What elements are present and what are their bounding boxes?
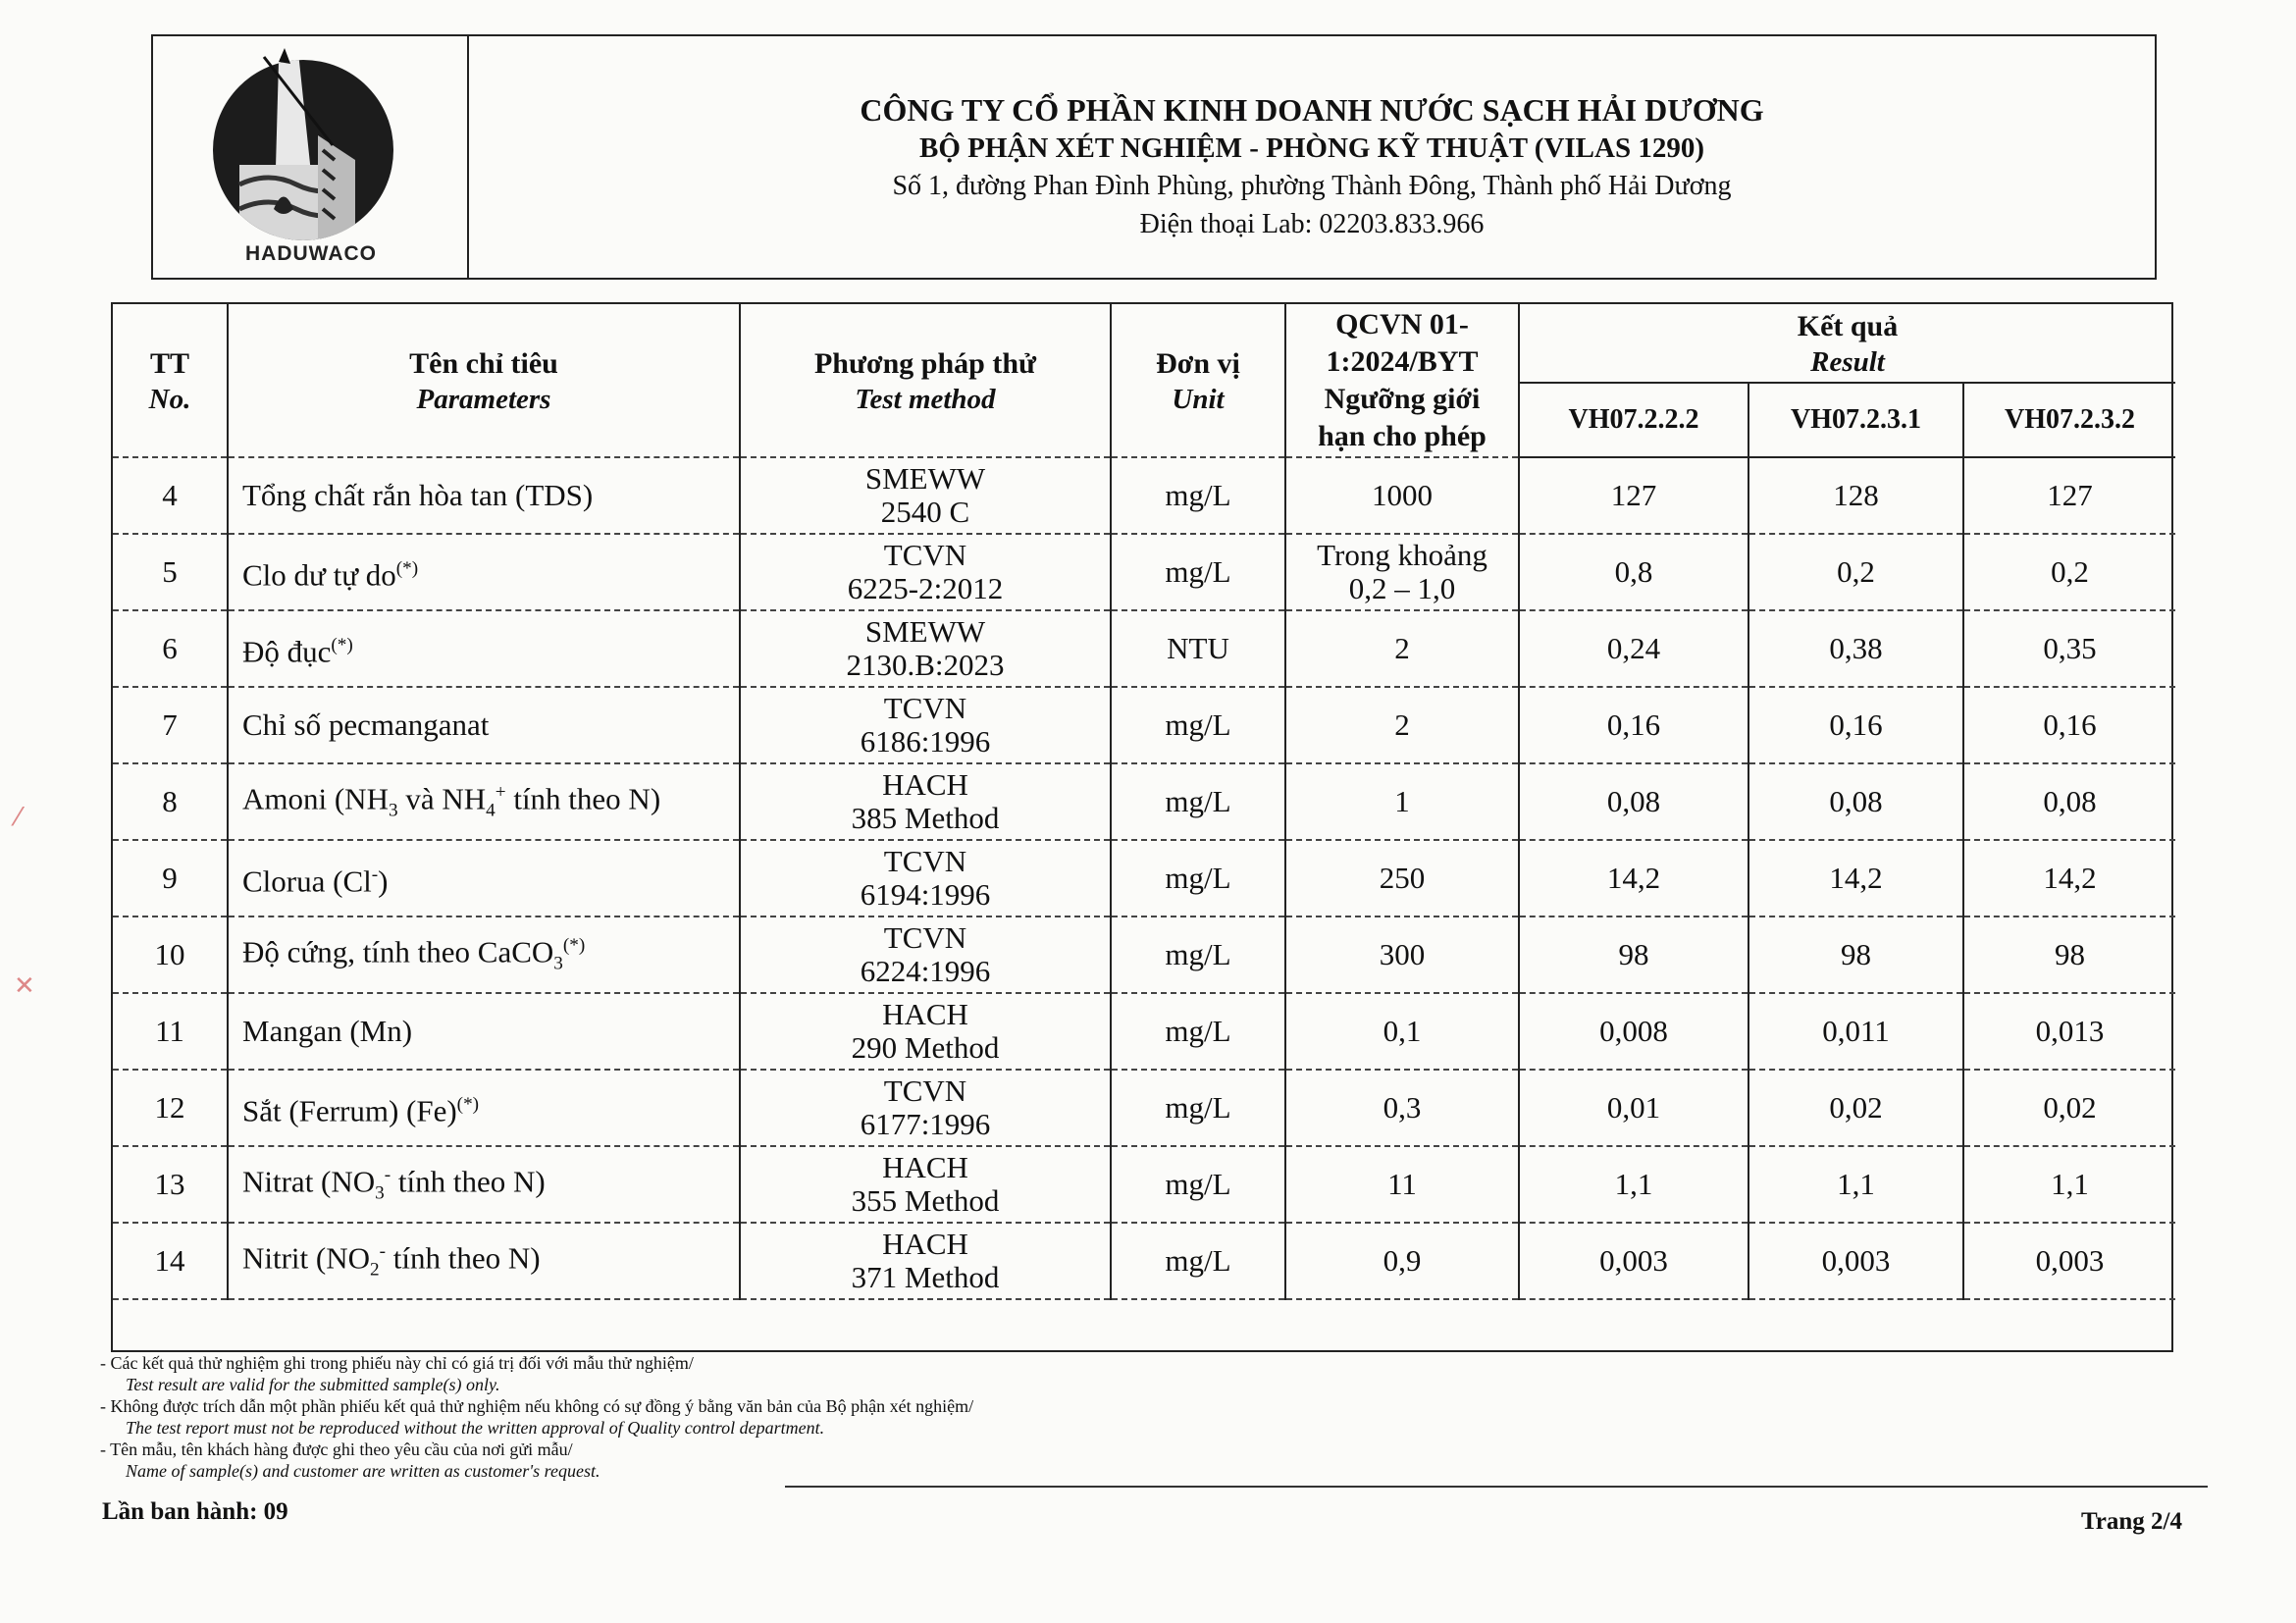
row-result-2: 0,011 <box>1748 993 1963 1070</box>
row-parameter: Chỉ số pecmanganat <box>228 687 740 763</box>
row-method: TCVN 6225-2:2012 <box>740 534 1111 610</box>
row-method: TCVN 6194:1996 <box>740 840 1111 916</box>
header-sample-2: VH07.2.3.1 <box>1748 383 1963 457</box>
table-row <box>113 993 2175 1070</box>
row-result-3: 0,013 <box>1963 993 2175 1070</box>
row-no: 9 <box>113 840 228 916</box>
row-parameter: Mangan (Mn) <box>228 993 740 1070</box>
table-row <box>113 534 2175 610</box>
row-result-2: 0,08 <box>1748 763 1963 840</box>
department-name: BỘ PHẬN XÉT NGHIỆM - PHÒNG KỸ THUẬT (VILAS 1290) <box>919 132 1704 164</box>
row-parameter: Amoni ($NH_3$ và $NH_4^+$ tính theo N) <box>228 763 740 840</box>
table-row <box>113 687 2175 763</box>
row-unit: mg/L <box>1111 1146 1285 1223</box>
row-method: TCVN 6186:1996 <box>740 687 1111 763</box>
row-limit: 2 <box>1285 687 1519 763</box>
row-result-1: 14,2 <box>1519 840 1748 916</box>
margin-mark: ✕ <box>14 971 35 1001</box>
table-row <box>113 916 2175 993</box>
row-limit: 300 <box>1285 916 1519 993</box>
margin-mark: ⁄ <box>16 803 21 832</box>
row-no: 14 <box>113 1223 228 1299</box>
address: Số 1, đường Phan Đình Phùng, phường Thành Đông, Thành phố Hải Dương <box>892 171 1732 201</box>
disclaimer-notes <box>98 1352 1393 1482</box>
row-parameter: Nitrat ($NO_3^-$ tính theo N) <box>228 1146 740 1223</box>
row-result-2: 128 <box>1748 457 1963 534</box>
row-limit: 1 <box>1285 763 1519 840</box>
row-limit: 11 <box>1285 1146 1519 1223</box>
row-result-1: 0,8 <box>1519 534 1748 610</box>
row-result-2: 0,38 <box>1748 610 1963 687</box>
row-no: 8 <box>113 763 228 840</box>
table-row <box>113 610 2175 687</box>
row-result-3: 98 <box>1963 916 2175 993</box>
header-sample-1: VH07.2.2.2 <box>1519 383 1748 457</box>
row-limit: 2 <box>1285 610 1519 687</box>
row-result-2: 0,2 <box>1748 534 1963 610</box>
row-unit: mg/L <box>1111 763 1285 840</box>
header-result: Kết quả Result <box>1519 304 2175 383</box>
row-parameter: Sắt (Ferrum) (Fe)(*) <box>228 1070 740 1146</box>
row-result-1: 98 <box>1519 916 1748 993</box>
row-no: 4 <box>113 457 228 534</box>
logo-text: HADUWACO <box>245 242 377 265</box>
letterhead <box>151 34 2157 280</box>
row-unit: mg/L <box>1111 534 1285 610</box>
row-result-3: 0,2 <box>1963 534 2175 610</box>
row-method: HACH 385 Method <box>740 763 1111 840</box>
company-name: CÔNG TY CỔ PHẦN KINH DOANH NƯỚC SẠCH HẢI DƯƠNG <box>860 92 1764 128</box>
row-parameter: Nitrit ($NO_2^-$ tính theo N) <box>228 1223 740 1299</box>
row-result-1: 0,008 <box>1519 993 1748 1070</box>
row-unit: mg/L <box>1111 993 1285 1070</box>
row-result-1: 0,08 <box>1519 763 1748 840</box>
row-result-3: 1,1 <box>1963 1146 2175 1223</box>
table-row <box>113 1223 2175 1299</box>
row-method: HACH 290 Method <box>740 993 1111 1070</box>
results-table <box>113 304 2175 1367</box>
phone: Điện thoại Lab: 02203.833.966 <box>1139 209 1485 239</box>
row-result-1: 0,003 <box>1519 1223 1748 1299</box>
row-limit: 0,9 <box>1285 1223 1519 1299</box>
row-no: 5 <box>113 534 228 610</box>
row-no: 12 <box>113 1070 228 1146</box>
note-item: - Tên mẫu, tên khách hàng được ghi theo yêu cầu của nơi gửi mẫu/ Name of sample(s) and customer are written as customer's request. <box>100 1440 600 1481</box>
table-row <box>113 1146 2175 1223</box>
row-limit: 0,1 <box>1285 993 1519 1070</box>
row-limit: 1000 <box>1285 457 1519 534</box>
edition-number: Lần ban hành: 09 <box>102 1498 288 1525</box>
footer-divider <box>785 1486 2208 1488</box>
row-unit: NTU <box>1111 610 1285 687</box>
table-row <box>113 1070 2175 1146</box>
header-no: TT No. <box>113 304 228 457</box>
row-parameter: Clorua (Cl-) <box>228 840 740 916</box>
row-method: TCVN 6224:1996 <box>740 916 1111 993</box>
row-no: 11 <box>113 993 228 1070</box>
row-result-1: 127 <box>1519 457 1748 534</box>
row-unit: mg/L <box>1111 916 1285 993</box>
row-result-1: 0,01 <box>1519 1070 1748 1146</box>
header-method: Phương pháp thử Test method <box>740 304 1111 457</box>
table-row <box>113 763 2175 840</box>
header-parameter: Tên chỉ tiêu Parameters <box>228 304 740 457</box>
header-sample-3: VH07.2.3.2 <box>1963 383 2175 457</box>
row-parameter: Tổng chất rắn hòa tan (TDS) <box>228 457 740 534</box>
row-method: HACH 355 Method <box>740 1146 1111 1223</box>
row-parameter: Clo dư tự do(*) <box>228 534 740 610</box>
row-no: 6 <box>113 610 228 687</box>
row-result-3: 14,2 <box>1963 840 2175 916</box>
row-result-3: 0,003 <box>1963 1223 2175 1299</box>
row-method: HACH 371 Method <box>740 1223 1111 1299</box>
header-unit: Đơn vị Unit <box>1111 304 1285 457</box>
row-result-2: 0,003 <box>1748 1223 1963 1299</box>
note-item: - Không được trích dẫn một phần phiếu kết quả thử nghiệm nếu không có sự đồng ý bằng văn bản của Bộ phận xét nghiệm/ The test report must not be reproduced without the written approval of Quality control department. <box>100 1396 974 1438</box>
table-row <box>113 457 2175 534</box>
row-result-1: 1,1 <box>1519 1146 1748 1223</box>
row-result-3: 0,35 <box>1963 610 2175 687</box>
row-result-1: 0,24 <box>1519 610 1748 687</box>
table-row <box>113 840 2175 916</box>
row-unit: mg/L <box>1111 457 1285 534</box>
row-result-2: 0,02 <box>1748 1070 1963 1146</box>
row-result-3: 127 <box>1963 457 2175 534</box>
row-unit: mg/L <box>1111 1070 1285 1146</box>
row-method: TCVN 6177:1996 <box>740 1070 1111 1146</box>
row-parameter: Độ cứng, tính theo CaCO$_3$(*) <box>228 916 740 993</box>
note-item: - Các kết quả thử nghiệm ghi trong phiếu này chỉ có giá trị đối với mẫu thử nghiệm/ Test result are valid for the submitted sample(s) only. <box>100 1353 694 1394</box>
results-table-frame <box>111 302 2173 1352</box>
row-result-3: 0,08 <box>1963 763 2175 840</box>
row-unit: mg/L <box>1111 840 1285 916</box>
page-number: Trang 2/4 <box>2080 1508 2182 1535</box>
row-method: SMEWW 2540 C <box>740 457 1111 534</box>
row-unit: mg/L <box>1111 1223 1285 1299</box>
row-limit: Trong khoảng 0,2 – 1,0 <box>1285 534 1519 610</box>
row-result-3: 0,16 <box>1963 687 2175 763</box>
logo-cell <box>153 36 469 278</box>
row-result-2: 14,2 <box>1748 840 1963 916</box>
haduwaco-logo-icon <box>181 42 426 243</box>
row-result-3: 0,02 <box>1963 1070 2175 1146</box>
header-qcvn-limit: QCVN 01- 1:2024/BYT Ngưỡng giới hạn cho phép <box>1285 304 1519 457</box>
row-no: 10 <box>113 916 228 993</box>
row-result-2: 1,1 <box>1748 1146 1963 1223</box>
row-result-2: 98 <box>1748 916 1963 993</box>
row-unit: mg/L <box>1111 687 1285 763</box>
row-no: 13 <box>113 1146 228 1223</box>
row-method: SMEWW 2130.B:2023 <box>740 610 1111 687</box>
row-limit: 0,3 <box>1285 1070 1519 1146</box>
organization-info <box>469 90 2155 243</box>
row-limit: 250 <box>1285 840 1519 916</box>
row-result-1: 0,16 <box>1519 687 1748 763</box>
row-no: 7 <box>113 687 228 763</box>
row-result-2: 0,16 <box>1748 687 1963 763</box>
row-parameter: Độ đục(*) <box>228 610 740 687</box>
